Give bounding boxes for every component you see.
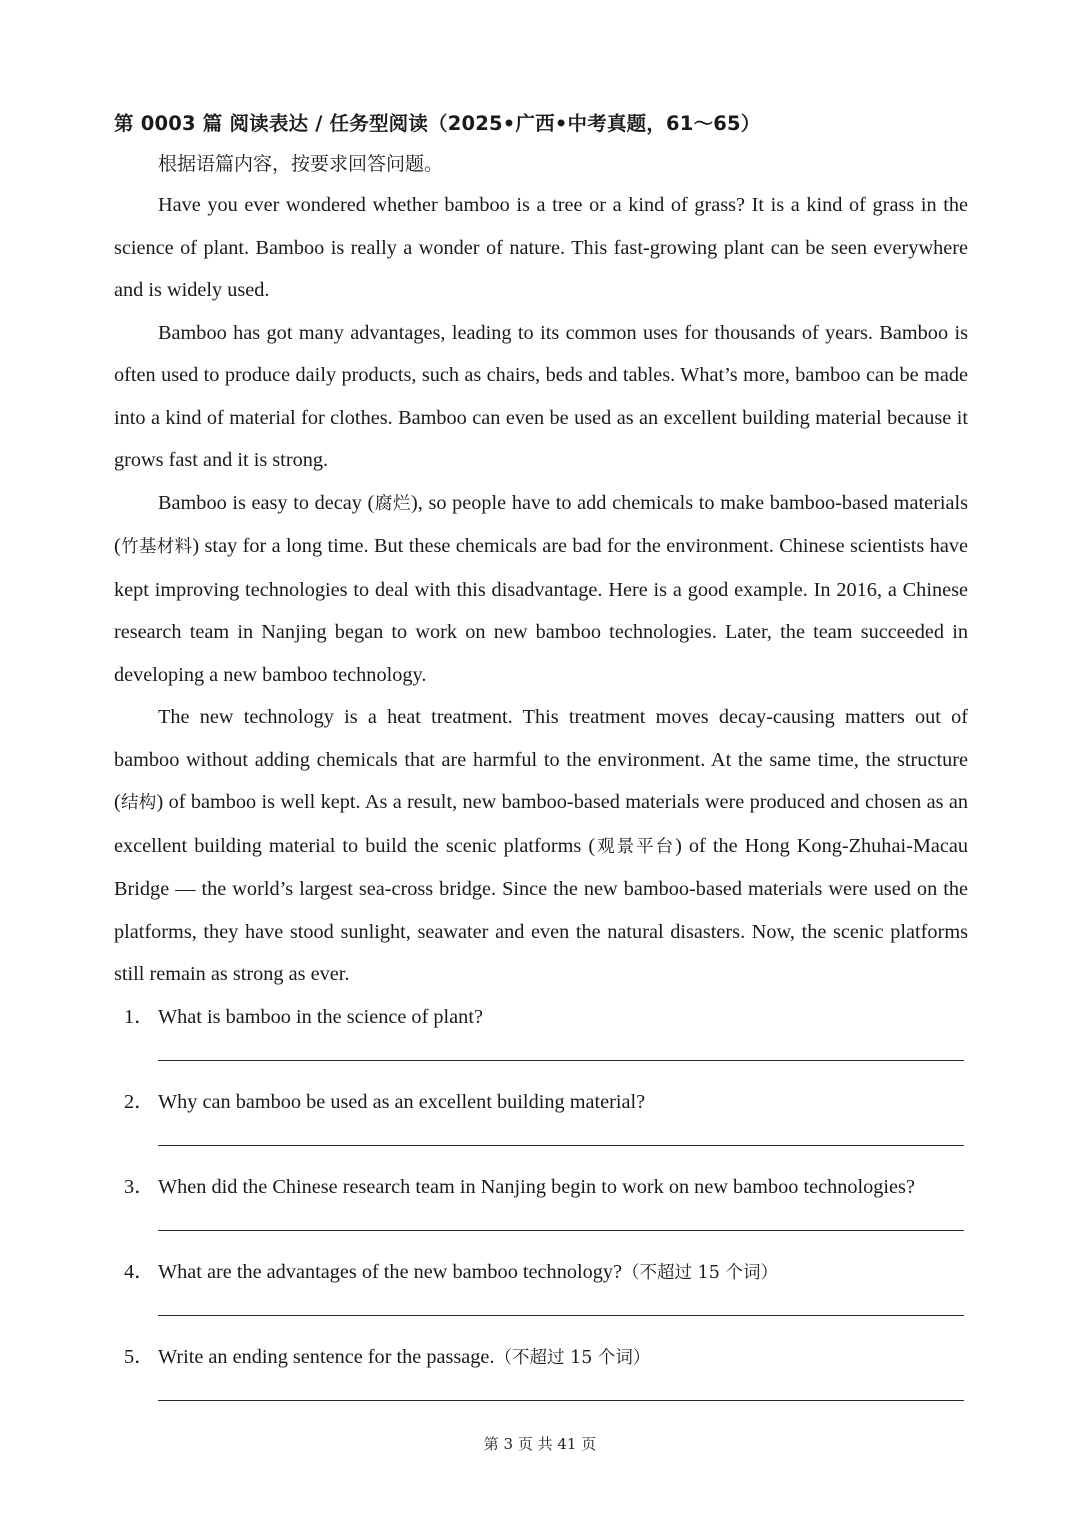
- answer-line[interactable]: [158, 1230, 964, 1231]
- word-limit-note: （不超过 15 个词）: [494, 1347, 651, 1368]
- question-item: [114, 996, 968, 1081]
- instruction-text: 根据语篇内容，按要求回答问题。: [158, 153, 444, 175]
- paragraph-text: Bamboo is easy to decay (: [158, 491, 375, 514]
- question-number: 5．: [124, 1345, 155, 1368]
- question-item: [114, 1251, 968, 1336]
- answer-line[interactable]: [158, 1400, 964, 1401]
- question-prompt: When did the Chinese research team in Nanjing begin to work on new bamboo technologies?: [158, 1175, 915, 1198]
- answer-line[interactable]: [158, 1315, 964, 1316]
- paragraph-text: The new technology is a heat treatment. This treatment moves decay-causing matters out of bamboo without adding chemicals that are harmful to the environment. At the same time, the structure (: [114, 706, 968, 813]
- question-prompt: Why can bamboo be used as an excellent building material?: [158, 1090, 646, 1113]
- passage-paragraph-4: [114, 696, 968, 996]
- page-number-footer: 第 3 页 共 41 页: [483, 1435, 597, 1453]
- question-number: 4．: [124, 1260, 155, 1283]
- question-text: [158, 1081, 645, 1124]
- chinese-gloss: 腐烂: [374, 493, 411, 514]
- document-page: [114, 104, 968, 1421]
- paragraph-text: ) of the Hong Kong-Zhuhai-Macau Bridge — the world’s largest sea-cross bridge. Since the new bamboo-based materials were used on the platforms, they have stood sunlight, seawater and even the natural disasters. Now, the scenic platforms still remain as strong as ever.: [114, 834, 969, 985]
- question-text: [158, 1166, 915, 1209]
- question-prompt: What is bamboo in the science of plant?: [158, 1005, 483, 1028]
- question-number: 1．: [124, 1005, 155, 1028]
- question-number: 2．: [124, 1090, 155, 1113]
- question-item: [114, 1166, 968, 1251]
- question-prompt: Write an ending sentence for the passage.: [158, 1345, 495, 1368]
- paragraph-text: ) stay for a long time. But these chemicals are bad for the environment. Chinese scientists have kept improving technologies to deal with this disadvantage. Here is a good example. In 2016, a Chinese research team in Nanjing began to work on new bamboo technologies. Later, the team succeeded in developing a new bamboo technology.: [114, 535, 969, 686]
- question-list: [114, 996, 968, 1421]
- question-item: [114, 1081, 968, 1166]
- question-number: 3．: [124, 1175, 155, 1198]
- passage-paragraph-1: Have you ever wondered whether bamboo is a tree or a kind of grass? It is a kind of grass in the science of plant. Bamboo is really a wonder of nature. This fast-growing plant can be seen everywhere and is widely used.: [114, 194, 968, 301]
- answer-line[interactable]: [158, 1145, 964, 1146]
- chinese-gloss: 竹基材料: [120, 537, 193, 557]
- chinese-gloss: 结构: [120, 793, 157, 813]
- paragraph-text: ), so people have to add chemicals to make bamboo-based materials (: [114, 491, 968, 557]
- word-limit-note: （不超过 15 个词）: [622, 1262, 778, 1283]
- reading-passage: [114, 184, 968, 996]
- paragraph-text: ) of bamboo is well kept. As a result, new bamboo-based materials were produced and chosen as an excellent building material to build the scenic platforms (: [114, 791, 969, 857]
- chinese-gloss: 观景平台: [595, 836, 676, 857]
- passage-paragraph-2: Bamboo has got many advantages, leading to its common uses for thousands of years. Bamboo is often used to produce daily products, such as chairs, beds and tables. What’s more, bamboo can be made into a kind of material for clothes. Bamboo can even be used as an excellent building material because it grows fast and it is strong.: [114, 321, 968, 471]
- exercise-title: 第 0003 篇 阅读表达 / 任务型阅读（2025•广西•中考真题，61～65）: [114, 112, 761, 135]
- question-prompt: What are the advantages of the new bamboo technology?: [158, 1260, 623, 1283]
- passage-paragraph-3: [114, 482, 968, 697]
- question-text: [158, 1251, 778, 1295]
- question-text: [158, 996, 483, 1039]
- question-text: [158, 1336, 650, 1380]
- answer-line[interactable]: [158, 1060, 964, 1061]
- question-item: [114, 1336, 968, 1421]
